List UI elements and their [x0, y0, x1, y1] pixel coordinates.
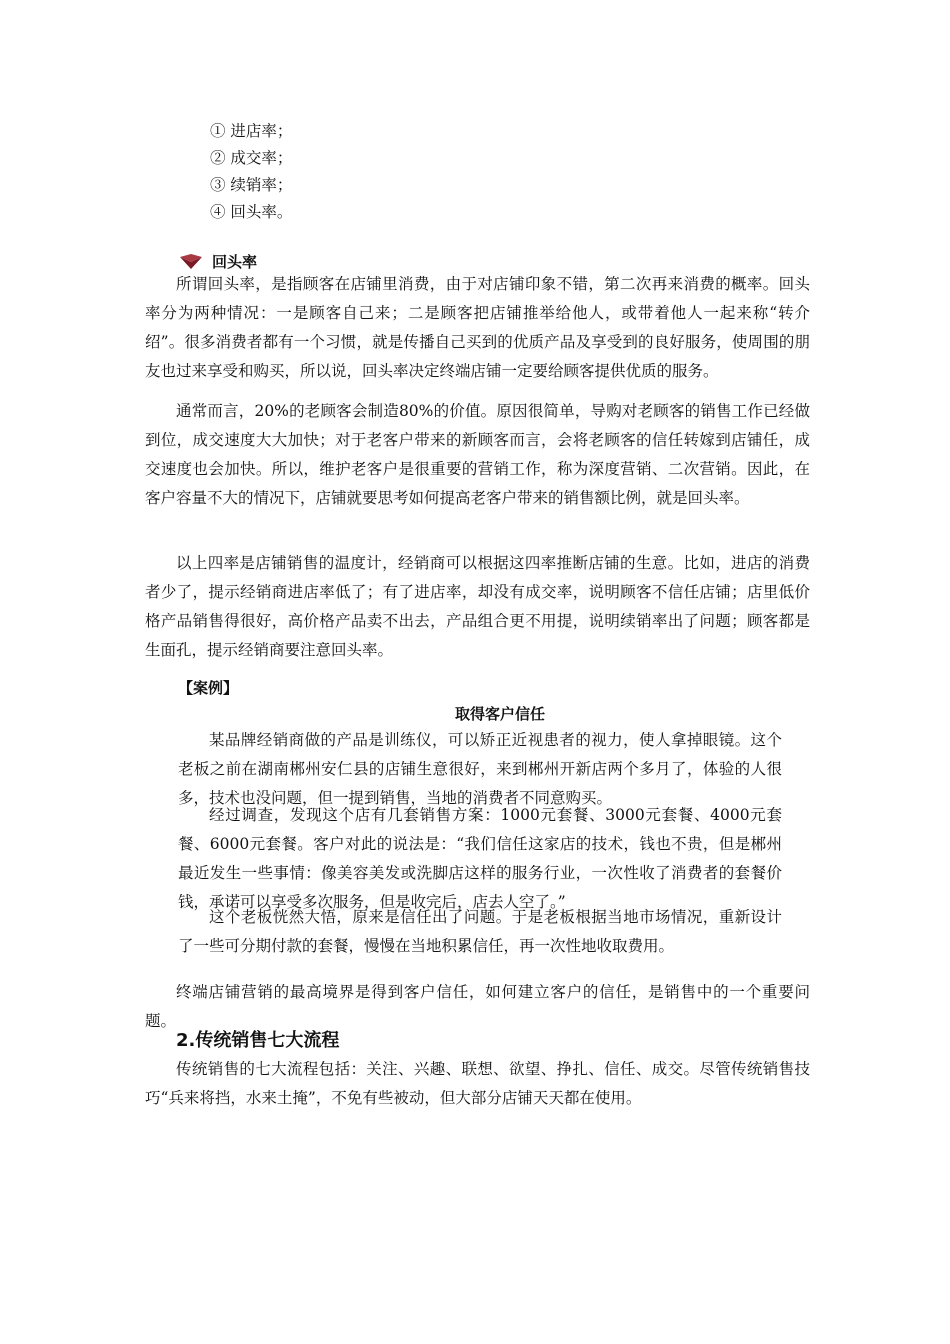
case-paragraph: 经过调查，发现这个店有几套销售方案：1000元套餐、3000元套餐、4000元套餐、6000元套餐。客户对此的说法是：“我们信任这家店的技术，钱也不贵，但是郴州最近发生一些事情：像美容美发或洗脚店这样的服务行业，一次性收了消费者的套餐价钱，承诺可以享受多次服务，但是收完后，店去人空了。”: [178, 806, 782, 911]
case-paragraph: 这个老板恍然大悟，原来是信任出了问题。于是老板根据当地市场情况，重新设计了一些可分期付款的套餐，慢慢在当地积累信任，再一次性地收取费用。: [178, 908, 782, 955]
paragraph-old-customers: 通常而言，20%的老顾客会制造80%的价值。原因很简单，导购对老顾客的销售工作已经做到位，成交速度大大加快；对于老客户带来的新顾客而言，会将老顾客的信任转嫁到店铺任，成交速度也会加快。所以，维护老客户是很重要的营销工作，称为深度营销、二次营销。因此，在客户容量不大的情况下，店铺就要思考如何提高老客户带来的销售额比例，就是回头率。: [145, 402, 810, 507]
list-item: ① 进店率；: [210, 122, 293, 140]
paragraph-section-body: 传统销售的七大流程包括：关注、兴趣、联想、欲望、挣扎、信任、成交。尽管传统销售技巧“兵来将挡，水来土掩”，不免有些被动，但大部分店铺天天都在使用。: [145, 1060, 810, 1107]
case-paragraph: 某品牌经销商做的产品是训练仪，可以矫正近视患者的视力，使人拿掉眼镜。这个老板之前在湖南郴州安仁县的店铺生意很好，来到郴州开新店两个多月了，体验的人很多，技术也没问题，但一提到销售，当地的消费者不同意购买。: [178, 731, 782, 807]
paragraph-four-rates: 以上四率是店铺销售的温度计，经销商可以根据这四率推断店铺的生意。比如，进店的消费者少了，提示经销商进店率低了；有了进店率，却没有成交率，说明顾客不信任店铺；店里低价格产品销售得很好，高价格产品卖不出去，产品组合更不用提，说明续销率出了问题；顾客都是生面孔，提示经销商要注意回头率。: [145, 554, 810, 659]
paragraph-return-rate: 所谓回头率，是指顾客在店铺里消费，由于对店铺印象不错，第二次再来消费的概率。回头率分为两种情况：一是顾客自己来；二是顾客把店铺推举给他人，或带着他人一起来称“转介绍”。很多消费者都有一个习惯，就是传播自己买到的优质产品及享受到的良好服务，使周围的朋友也过来享受和购买，所以说，回头率决定终端店铺一定要给顾客提供优质的服务。: [145, 275, 810, 380]
arrow-bullet-icon: [178, 254, 204, 270]
subheading-return-rate: 回头率: [212, 253, 258, 271]
case-label: 【案例】: [178, 679, 239, 697]
section-title: 2.传统销售七大流程: [176, 1030, 340, 1051]
list-item: ② 成交率；: [210, 149, 293, 167]
list-item: ③ 续销率；: [210, 176, 293, 194]
list-item: ④ 回头率。: [210, 203, 293, 221]
rate-list: [210, 118, 292, 226]
paragraph-conclusion: 终端店铺营销的最高境界是得到客户信任，如何建立客户的信任，是销售中的一个重要问题。: [145, 983, 810, 1030]
case-title: 取得客户信任: [454, 705, 545, 723]
